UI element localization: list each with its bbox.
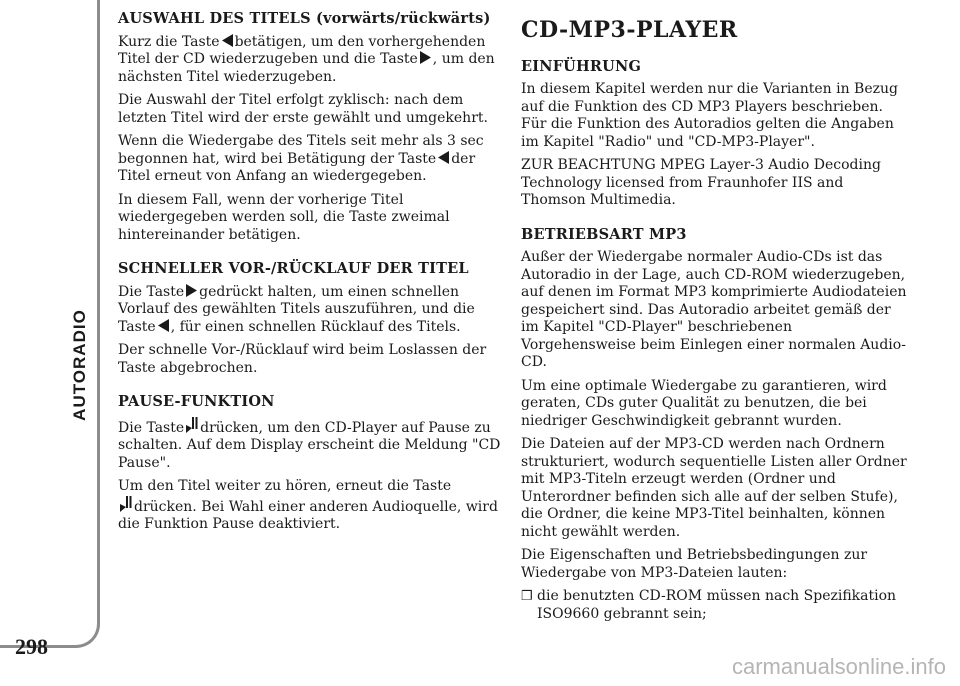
triangle-left-icon bbox=[438, 151, 449, 164]
play-pause-icon bbox=[186, 417, 198, 433]
section-title: CD-MP3-PLAYER bbox=[521, 17, 738, 43]
paragraph: Die Auswahl der Titel erfolgt zyklisch: nach dem letzten Titel wird der erste gewählt und umgekehrt. bbox=[118, 92, 488, 126]
triangle-right-icon bbox=[186, 284, 197, 297]
paragraph: In diesem Kapitel werden nur die Varianten in Bezug auf die Funktion des CD MP3 Players beschrieben. Für die Funktion des Autoradios gelten die Angaben im Kapitel "Radio" und "CD-MP3-Player". bbox=[521, 81, 898, 150]
paragraph: Die Dateien auf der MP3-CD werden nach Ordnern strukturiert, wodurch sequentielle Listen aller Ordner mit MP3-Titeln erzeugt werden (Ordner und Unterordner befinden sich alle auf der selben Stufe), die Ordner, die keine MP3-Titel beinhalten, können nicht gewählt werden. bbox=[521, 436, 907, 540]
right-column bbox=[521, 10, 911, 623]
heading-mp3-mode: BETRIEBSART MP3 bbox=[521, 225, 687, 243]
paragraph: Um eine optimale Wiedergabe zu garantieren, wird geraten, CDs guter Qualität zu benutzen, die bei niedriger Geschwindigkeit gebrannt wurden. bbox=[521, 377, 887, 429]
left-column bbox=[118, 10, 504, 540]
paragraph: In diesem Fall, wenn der vorherige Titel wiedergegeben werden soll, die Taste zweimal hintereinander betätigen. bbox=[118, 191, 450, 243]
list-item: ❒ die benutzten CD-ROM müssen nach Spezifikation ISO9660 gebrannt sein; bbox=[521, 588, 897, 622]
paragraph: Außer der Wiedergabe normaler Audio-CDs ist das Autoradio in der Lage, auch CD-ROM wiederzugeben, auf denen im Format MP3 komprimierte Audiodateien gespeichert sind. Das Autoradio arbeitet gemäß der im Kapitel "CD-Player" beschriebenen Vorgehensweise beim Einlegen einer normalen Audio-CD. bbox=[521, 249, 907, 370]
heading-track-selection: AUSWAHL DES TITELS (vorwärts/rückwärts) bbox=[118, 10, 491, 27]
paragraph: Die Eigenschaften und Betriebsbedingungen zur Wiedergabe von MP3-Dateien lauten: bbox=[521, 547, 868, 581]
section-label: AUTORADIO bbox=[70, 309, 90, 421]
paragraph: ZUR BEACHTUNG MPEG Layer-3 Audio Decoding Technology licensed from Fraunhofer IIS and Thomson Multimedia. bbox=[521, 157, 881, 208]
page-number: 298 bbox=[15, 634, 48, 659]
paragraph: Wenn die Wiedergabe des Titels seit mehr als 3 sec begonnen hat, wird bei Betätigung der Taste der Titel erneut von Anfang an wiedergegeben. bbox=[118, 133, 484, 184]
paragraph: Die Taste gedrückt halten, um einen schnellen Vorlauf des gewählten Titels auszuführen, und die Taste , für einen schnellen Rücklauf des Titels. bbox=[118, 283, 475, 335]
heading-pause: PAUSE-FUNKTION bbox=[118, 393, 275, 410]
paragraph: Kurz die Taste betätigen, um den vorhergehenden Titel der CD wiederzugeben und die Taste , um den nächsten Titel wiederzugeben. bbox=[118, 33, 495, 85]
paragraph: Der schnelle Vor-/Rücklauf wird beim Loslassen der Taste abgebrochen. bbox=[118, 342, 487, 376]
heading-introduction: EINFÜHRUNG bbox=[521, 57, 642, 75]
triangle-left-icon bbox=[158, 319, 169, 332]
paragraph: Die Taste drücken, um den CD-Player auf Pause zu schalten. Auf dem Display erscheint die Meldung "CD Pause". bbox=[118, 417, 504, 473]
triangle-left-icon bbox=[222, 34, 233, 47]
play-pause-icon bbox=[120, 496, 132, 512]
watermark: carmanualsonline.info bbox=[731, 654, 946, 679]
paragraph: Um den Titel weiter zu hören, erneut die Taste drücken. Bei Wahl einer anderen Audioquelle, wird die Funktion Pause deaktiviert. bbox=[118, 478, 498, 532]
checkbox-bullet-icon: ❒ bbox=[521, 589, 533, 604]
heading-fast-forward: SCHNELLER VOR-/RÜCKLAUF DER TITEL bbox=[118, 260, 469, 277]
triangle-right-icon bbox=[420, 51, 431, 64]
